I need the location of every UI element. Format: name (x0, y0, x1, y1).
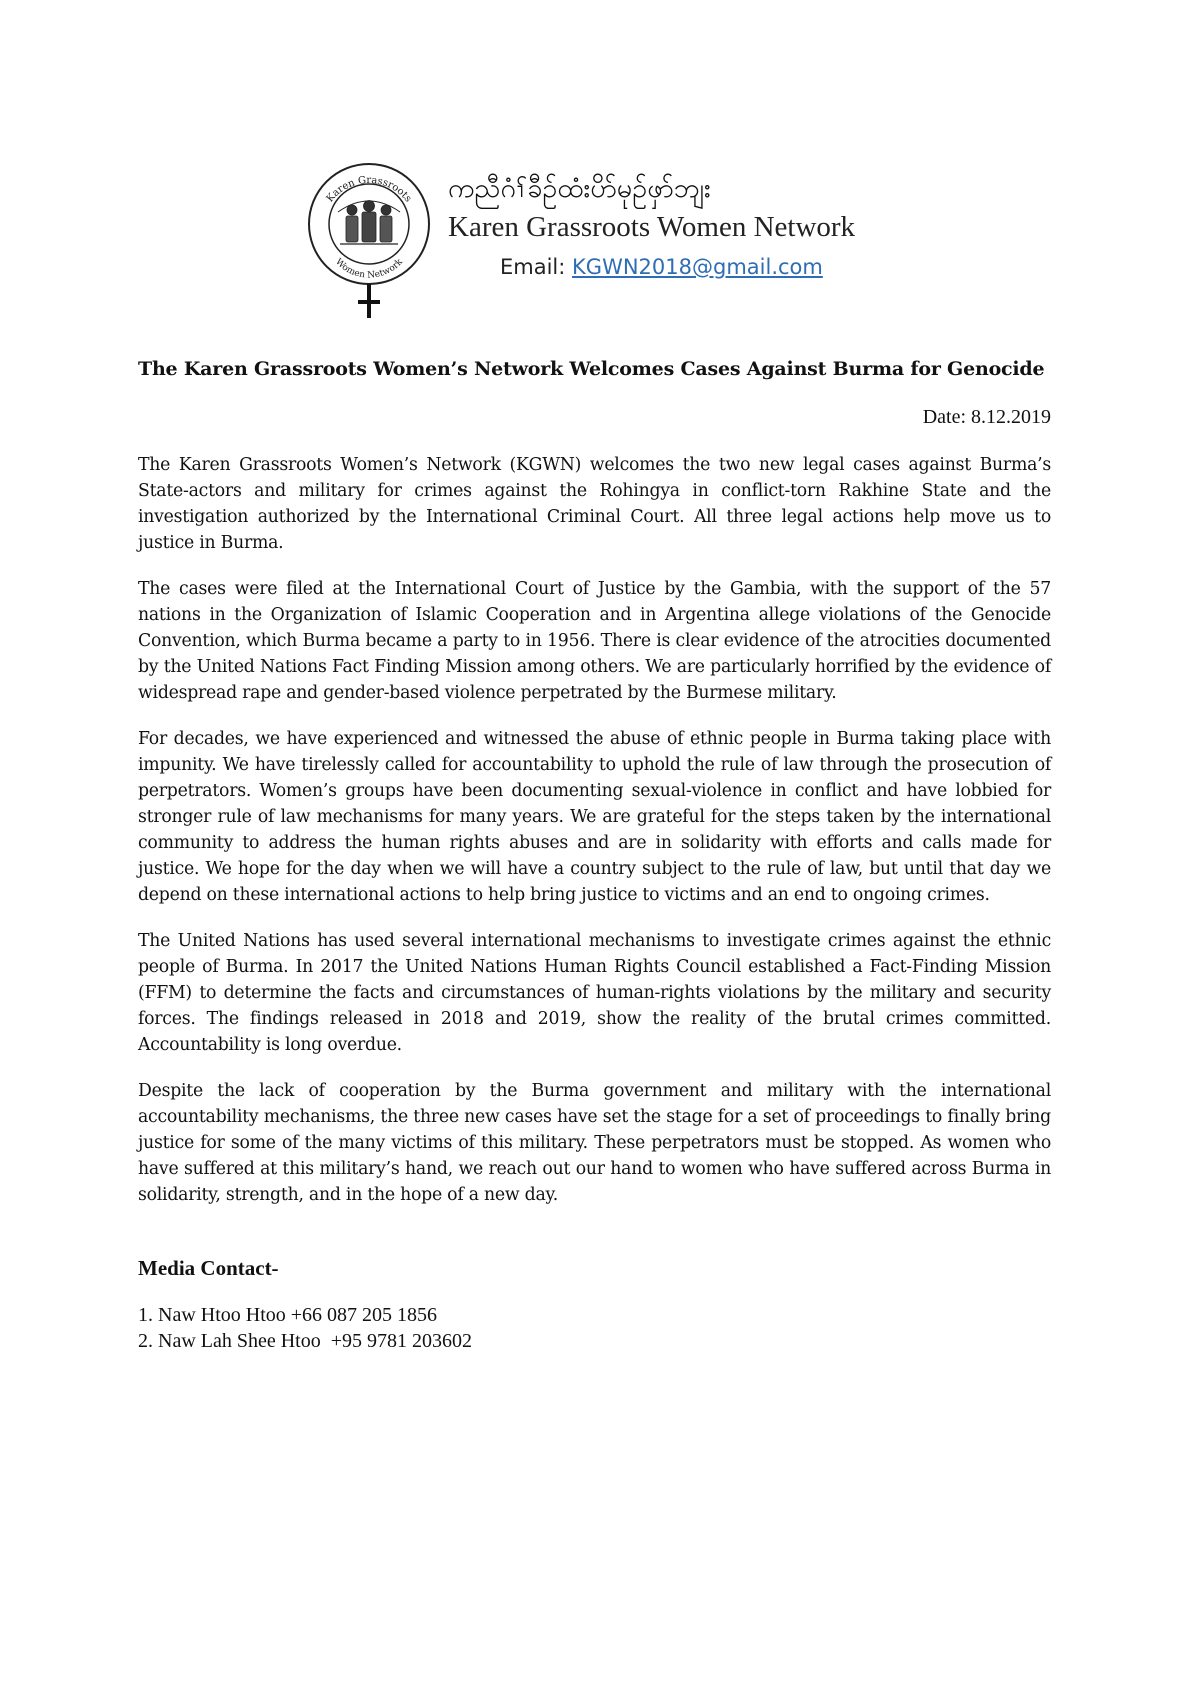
headline: The Karen Grassroots Women’s Network Welcomes Cases Against Burma for Genocide (138, 358, 1045, 380)
kgwn-logo (300, 162, 438, 322)
paragraph-2: The cases were filed at the International Court of Justice by the Gambia, with the support of the 57 nations in the Organization of Islamic Cooperation and in Argentina allege violations of the Genocide Convention, which Burma became a party to in 1956. There is clear evidence of the atrocities documented by the United Nations Fact Finding Mission among others. We are particularly horrified by the evidence of widespread rape and gender-based violence perpetrated by the Burmese military. (138, 579, 1051, 703)
email-link[interactable]: KGWN2018@gmail.com (572, 255, 823, 279)
email-label: Email: (500, 255, 566, 279)
media-contact-list (138, 1302, 1051, 1354)
logo-ring-top-text: Karen Grassroots (324, 174, 414, 205)
contact-item: 2. Naw Lah Shee Htoo +95 9781 203602 (138, 1330, 473, 1352)
logo-ring-bottom-text: Women Network (333, 257, 405, 281)
paragraph-5: Despite the lack of cooperation by the Burma government and military with the international accountability mechanisms, the three new cases have set the stage for a set of proceedings to finally bring justice for some of the many victims of this military. These perpetrators must be stopped. As women who have suffered at this military’s hand, we reach out our hand to women who have suffered across Burma in solidarity, strength, and in the hope of a new day. (138, 1081, 1051, 1205)
paragraph-1: The Karen Grassroots Women’s Network (KGWN) welcomes the two new legal cases against Burma’s State-actors and military for crimes against the Rohingya in conflict-torn Rakhine State and the investigation authorized by the International Criminal Court. All three legal actions help move us to justice in Burma. (138, 455, 1051, 553)
org-name-burmese: ကညီဂံၢ်ခီဉ်ထံးပိာ်မုဉ်ဖှာ်ဘျး (448, 173, 711, 204)
media-contact-heading: Media Contact- (138, 1256, 279, 1280)
paragraph-4: The United Nations has used several international mechanisms to investigate crimes against the ethnic people of Burma. In 2017 the United Nations Human Rights Council established a Fact-Finding Mission (FFM) to determine the facts and circumstances of human-rights violations by the military and security forces. The findings released in 2018 and 2019, show the reality of the brutal crimes committed. Accountability is long overdue. (138, 931, 1051, 1055)
org-identity (448, 172, 918, 282)
press-release-body (138, 356, 1051, 1354)
release-date: Date: 8.12.2019 (922, 406, 1051, 428)
org-email-line (500, 252, 918, 282)
org-name: Karen Grassroots Women Network (448, 211, 856, 243)
female-symbol-icon (358, 284, 380, 318)
contact-item: 1. Naw Htoo Htoo +66 087 205 1856 (138, 1304, 438, 1326)
svg-text:Women Network (333, 257, 405, 281)
letterhead (300, 162, 920, 322)
logo-figures-icon (338, 201, 400, 245)
paragraph-3: For decades, we have experienced and witnessed the abuse of ethnic people in Burma taking place with impunity. We have tirelessly called for accountability to uphold the rule of law through the prosecution of perpetrators. Women’s groups have been documenting sexual-violence in conflict and have lobbied for stronger rule of law mechanisms for many years. We are grateful for the steps taken by the international community to address the human rights abuses and are in solidarity with efforts and calls made for justice. We hope for the day when we will have a country subject to the rule of law, but until that day we depend on these international actions to help bring justice to victims and an end to ongoing crimes. (138, 729, 1051, 905)
